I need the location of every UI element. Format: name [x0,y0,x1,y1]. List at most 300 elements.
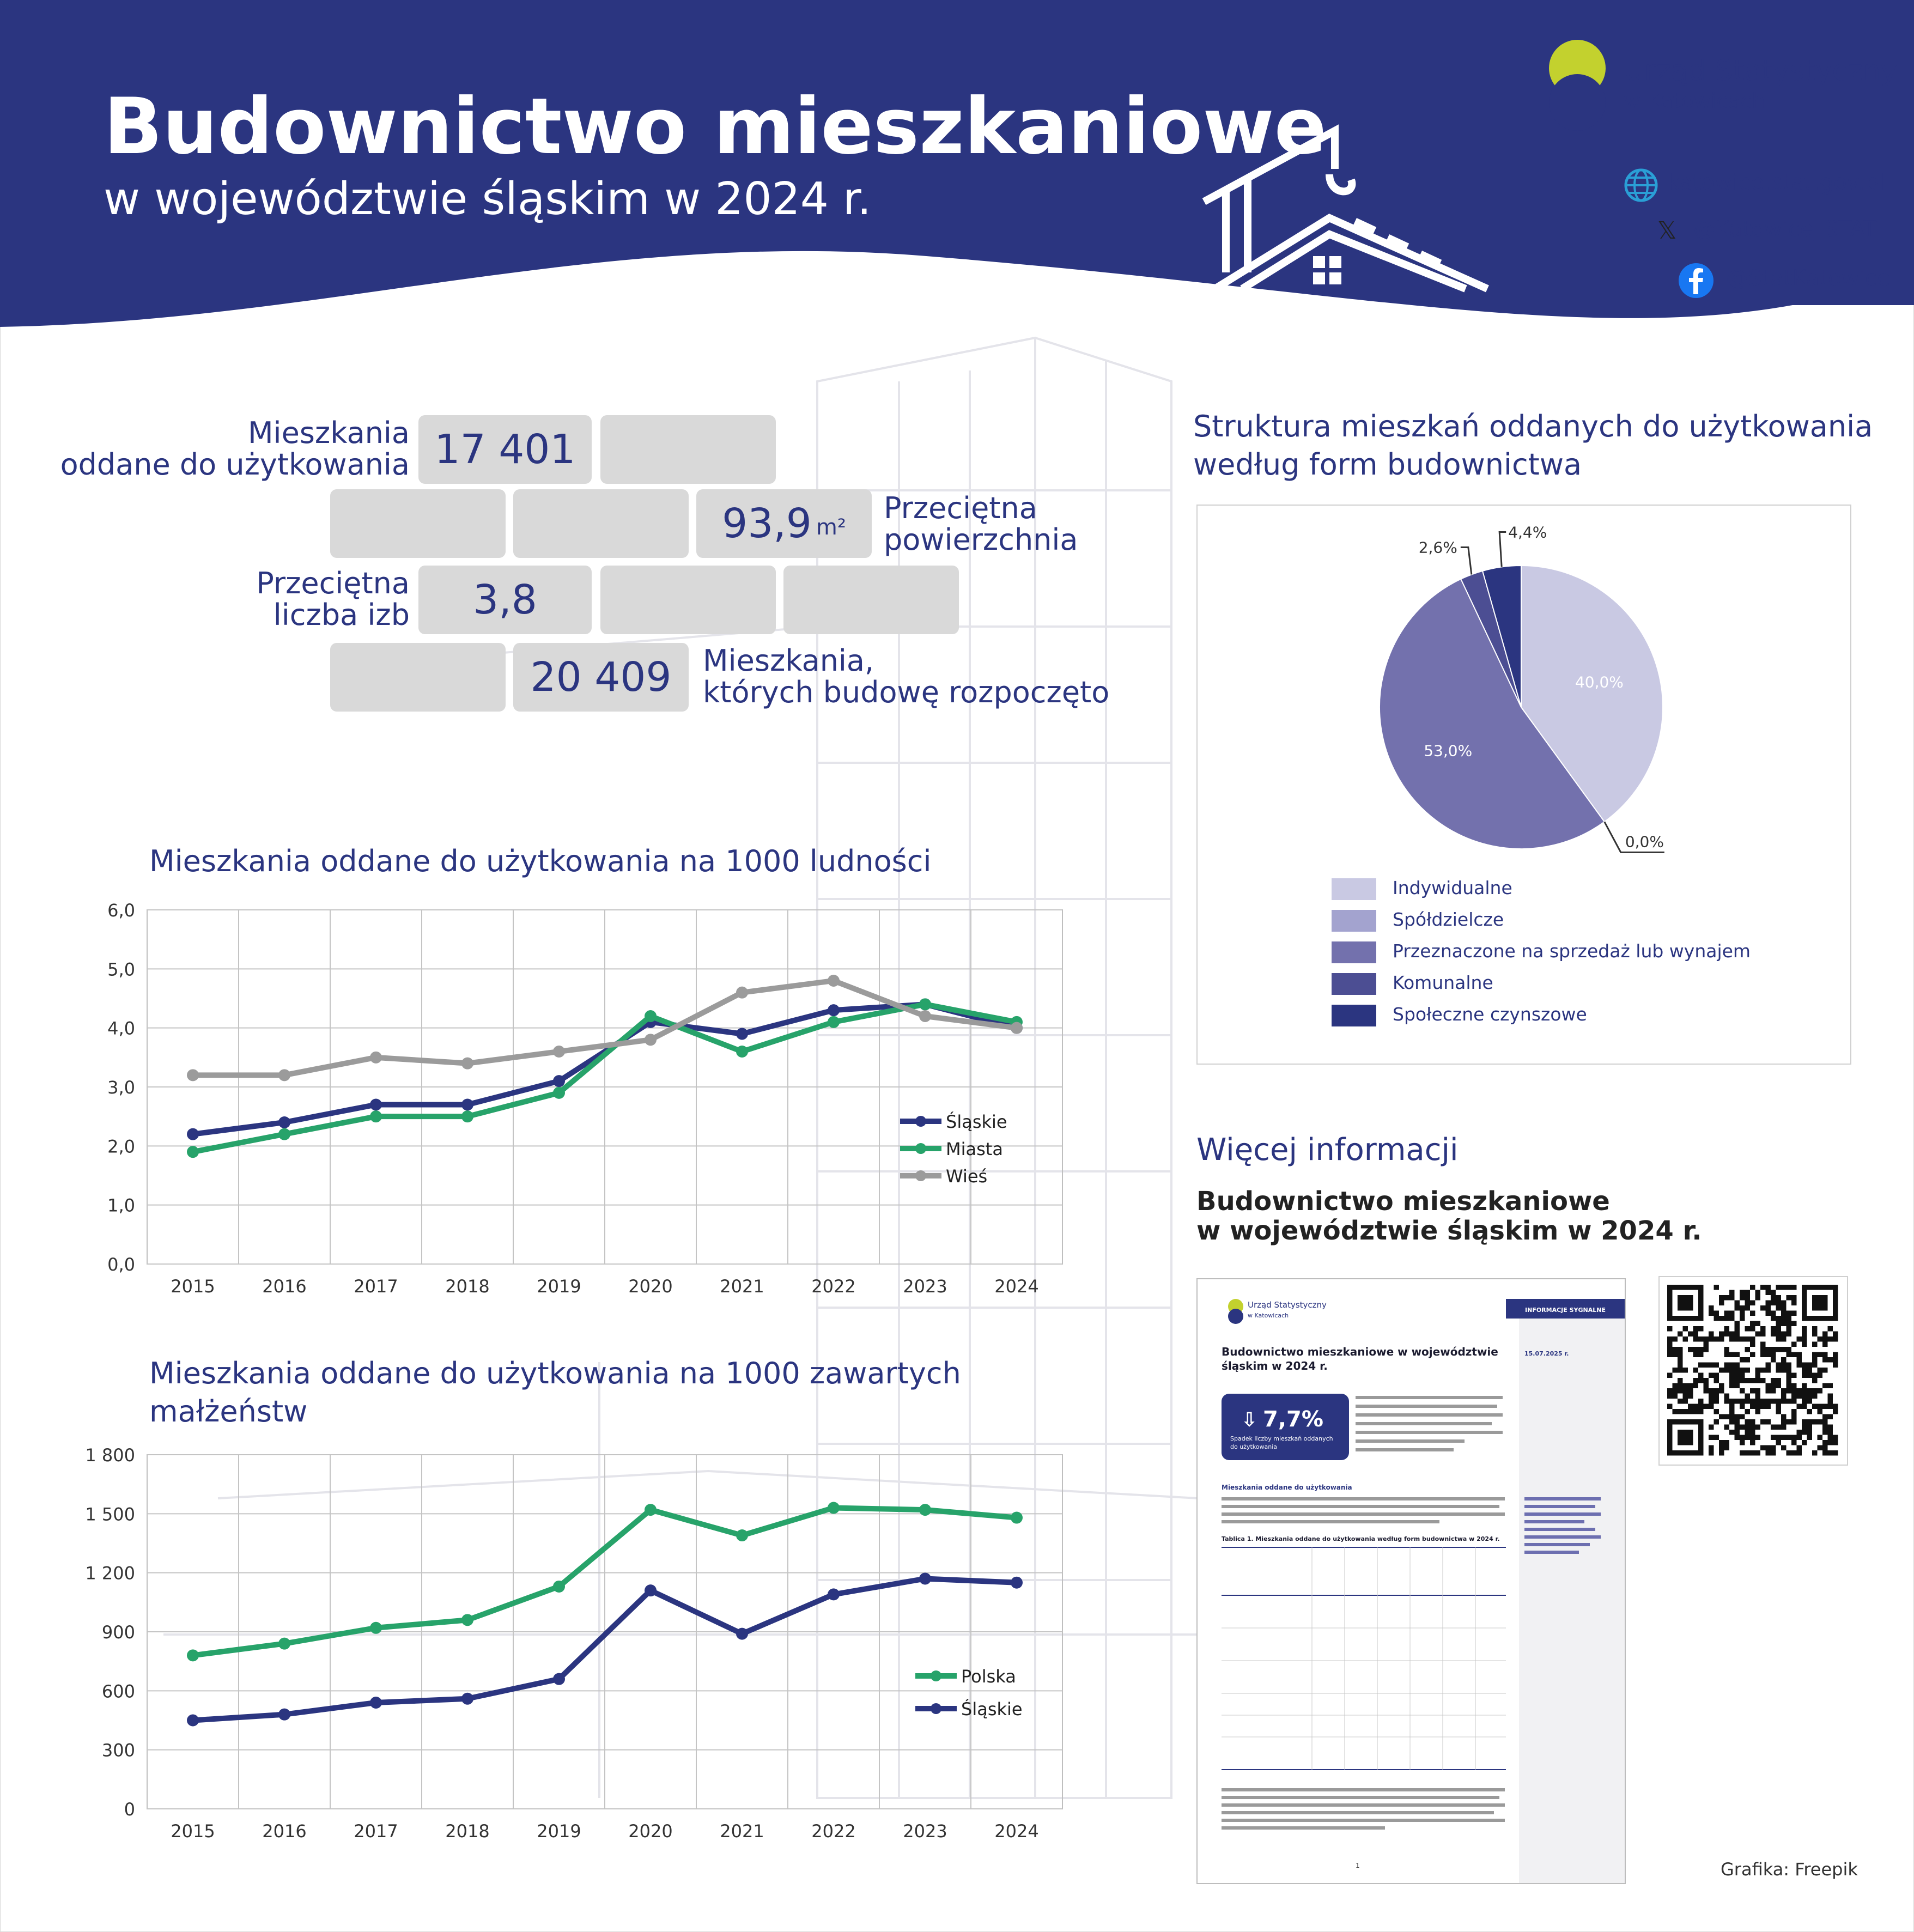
data-point [828,1016,840,1028]
qr-module [1760,1378,1766,1383]
qr-module [1740,1357,1745,1363]
data-point [278,1128,290,1140]
qr-module [1802,1363,1807,1368]
qr-module [1704,1388,1709,1394]
qr-module [1688,1394,1693,1399]
data-point [919,1573,931,1585]
qr-module [1750,1301,1755,1306]
qr-module [1709,1450,1714,1456]
qr-module [1709,1363,1714,1368]
legend-marker [915,1170,926,1181]
qr-module [1776,1347,1782,1352]
legend-label: Wieś [946,1166,988,1187]
data-point [919,1504,931,1516]
qr-module [1776,1363,1782,1368]
data-point [736,1046,748,1058]
dwellings-completed-label: Mieszkania oddane do użytkowania [60,416,410,482]
qr-module [1781,1445,1787,1451]
data-point [919,998,931,1010]
qr-module [1807,1435,1813,1441]
twitter-link[interactable]: @Katowice_STAT [1693,217,1877,242]
qr-module [1698,1363,1704,1368]
data-point [187,1069,199,1081]
qr-module [1683,1388,1688,1394]
qr-module [1667,1352,1673,1358]
qr-module [1698,1326,1704,1332]
qr-module [1693,1383,1699,1389]
qr-module [1719,1383,1724,1389]
qr-module [1724,1425,1730,1430]
qr-module [1688,1409,1693,1414]
qr-module [1719,1316,1724,1321]
qr-module [1833,1435,1838,1441]
publication-title[interactable]: Budownictwo mieszkaniowe w województwie śląskim w 2024 r. [1196,1186,1702,1246]
qr-module [1750,1425,1755,1430]
qr-module [1709,1336,1714,1342]
qr-module [1745,1326,1751,1332]
qr-module [1683,1326,1688,1332]
pie-legend-swatch [1332,910,1376,932]
qr-module [1724,1332,1730,1337]
qr-module [1688,1388,1693,1394]
avg-area-label: Przeciętna powierzchnia [884,491,1078,557]
qr-module [1781,1363,1787,1368]
qr-module [1828,1425,1833,1430]
qr-module [1745,1295,1751,1301]
qr-module [1791,1435,1797,1441]
legend-label: Polska [961,1666,1016,1687]
qr-module [1760,1342,1766,1347]
qr-module [1735,1336,1740,1342]
logo-name: Urząd Statystyczny [1624,54,1898,87]
qr-module [1812,1326,1818,1332]
x-tick-label: 2022 [811,1821,856,1842]
pie-legend-label: Przeznaczone na sprzedaż lub wynajem [1393,940,1751,962]
qr-module [1822,1368,1828,1373]
qr-module [1724,1352,1730,1358]
pie-leader-line [1461,547,1472,574]
qr-module [1714,1378,1719,1383]
qr-module [1755,1368,1761,1373]
qr-module [1755,1290,1761,1296]
qr-module [1766,1311,1771,1316]
qr-module [1735,1399,1740,1404]
qr-module [1807,1425,1813,1430]
qr-module [1760,1347,1766,1352]
preview-date: 15.07.2025 r. [1524,1350,1569,1357]
qr-module [1822,1404,1828,1409]
preview-highlight-caption-2: do użytkowania [1230,1443,1277,1450]
data-point [736,1028,748,1040]
qr-module [1822,1430,1828,1435]
qr-module [1698,1409,1704,1414]
qr-module [1802,1404,1807,1409]
y-tick-label: 300 [101,1740,135,1761]
qr-module [1693,1326,1699,1332]
qr-module [1724,1394,1730,1399]
qr-module [1766,1285,1771,1290]
qr-module [1822,1342,1828,1347]
pie-label: 53,0% [1424,742,1473,760]
data-point [461,1614,473,1626]
qr-module [1729,1336,1735,1342]
qr-module [1822,1332,1828,1337]
y-tick-label: 4,0 [107,1018,135,1039]
qr-module [1818,1445,1823,1451]
qr-module [1729,1290,1735,1296]
qr-module [1740,1316,1745,1321]
data-point [919,1010,931,1022]
qr-module [1818,1352,1823,1358]
qr-module [1791,1301,1797,1306]
qr-module [1802,1336,1807,1342]
qr-module [1745,1409,1751,1414]
legend-marker [931,1703,941,1714]
qr-module [1807,1409,1813,1414]
qr-finder [1678,1430,1693,1445]
x-tick-label: 2019 [537,1276,581,1297]
qr-module [1740,1388,1745,1394]
data-point [278,1116,290,1128]
qr-module [1678,1332,1683,1337]
qr-module [1791,1388,1797,1394]
qr-module [1766,1347,1771,1352]
qr-module [1812,1404,1818,1409]
qr-module [1833,1336,1838,1342]
qr-module [1709,1305,1714,1311]
qr-module [1828,1440,1833,1445]
qr-module [1766,1399,1771,1404]
qr-module [1787,1285,1792,1290]
qr-module [1735,1368,1740,1373]
qr-module [1673,1388,1678,1394]
qr-module [1802,1342,1807,1347]
qr-module [1693,1347,1699,1352]
qr-module [1714,1388,1719,1394]
qr-module [1709,1445,1714,1451]
qr-module [1745,1394,1751,1399]
qr-module [1673,1409,1678,1414]
qr-module [1698,1378,1704,1383]
qr-module [1740,1368,1745,1373]
globe-icon [1624,168,1658,203]
data-point [461,1099,473,1111]
qr-module [1771,1383,1776,1389]
qr-module [1807,1419,1813,1425]
qr-module [1724,1368,1730,1373]
qr-module [1776,1332,1782,1337]
y-tick-label: 1 800 [85,1445,135,1466]
qr-module [1822,1425,1828,1430]
brick [330,489,506,558]
qr-module [1745,1368,1751,1373]
qr-module [1818,1388,1823,1394]
qr-module [1781,1419,1787,1425]
qr-module [1787,1435,1792,1441]
qr-module [1678,1347,1683,1352]
qr-module [1787,1363,1792,1368]
qr-module [1719,1295,1724,1301]
qr-module [1760,1368,1766,1373]
data-point [187,1146,199,1158]
qr-module [1683,1409,1688,1414]
qr-module [1818,1368,1823,1373]
qr-module [1740,1378,1745,1383]
qr-module [1688,1383,1693,1389]
y-tick-label: 900 [101,1622,135,1643]
avg-area-value: 93,9 m² [696,489,872,558]
qr-module [1771,1378,1776,1383]
x-tick-label: 2015 [171,1821,215,1842]
qr-module [1787,1388,1792,1394]
qr-module [1709,1399,1714,1404]
qr-module [1714,1285,1719,1290]
qr-module [1714,1363,1719,1368]
qr-module [1678,1378,1683,1383]
data-point [1011,1022,1023,1034]
qr-module [1822,1414,1828,1420]
qr-module [1750,1388,1755,1394]
data-point [187,1715,199,1727]
construction-house-icon [1193,109,1498,305]
qr-module [1693,1409,1699,1414]
qr-module [1787,1311,1792,1316]
data-point [187,1649,199,1661]
qr-module [1776,1378,1782,1383]
qr-module [1714,1435,1719,1441]
qr-module [1698,1399,1704,1404]
qr-module [1667,1342,1673,1347]
qr-module [1787,1419,1792,1425]
qr-module [1740,1414,1745,1420]
qr-module [1750,1285,1755,1290]
qr-module [1740,1311,1745,1316]
qr-module [1818,1373,1823,1378]
qr-module [1735,1352,1740,1358]
qr-module [1781,1435,1787,1441]
qr-module [1714,1336,1719,1342]
data-point [461,1110,473,1122]
qr-module [1745,1378,1751,1383]
qr-module [1667,1404,1673,1409]
facebook-link[interactable]: @StatKatowice [1726,266,1891,291]
x-icon: 𝕏 [1657,217,1677,245]
qr-module [1812,1388,1818,1394]
qr-module [1828,1404,1833,1409]
qr-module [1828,1414,1833,1420]
qr-module [1771,1399,1776,1404]
image-credit: Grafika: Freepik [1721,1859,1858,1880]
qr-module [1673,1336,1678,1342]
x-tick-label: 2017 [354,1821,398,1842]
qr-module [1755,1332,1761,1337]
qr-module [1802,1394,1807,1399]
qr-module [1729,1368,1735,1373]
qr-module [1781,1357,1787,1363]
qr-module [1791,1352,1797,1358]
chart2-plot [82,1438,1079,1852]
qr-module [1802,1373,1807,1378]
qr-module [1760,1285,1766,1290]
qr-module [1771,1332,1776,1337]
pie-label: 40,0% [1575,673,1624,691]
qr-module [1719,1388,1724,1394]
qr-module [1776,1316,1782,1321]
qr-module [1724,1316,1730,1321]
qr-module [1745,1347,1751,1352]
qr-module [1735,1332,1740,1337]
qr-module [1791,1383,1797,1389]
qr-module [1709,1332,1714,1337]
qr-module [1698,1347,1704,1352]
brick [600,415,776,484]
qr-module [1802,1440,1807,1445]
qr-module [1787,1326,1792,1332]
qr-module [1714,1394,1719,1399]
qr-module [1724,1311,1730,1316]
qr-module [1781,1305,1787,1311]
qr-module [1771,1326,1776,1332]
chart1-title: Mieszkania oddane do użytkowania na 1000 ludności [149,844,932,878]
qr-module [1735,1373,1740,1378]
preview-page-number: 1 [1356,1862,1360,1869]
dwellings-started-label: Mieszkania, których budowę rozpoczęto [703,643,1110,709]
qr-module [1704,1363,1709,1368]
qr-module [1766,1383,1771,1389]
qr-module [1807,1394,1813,1399]
qr-module [1766,1368,1771,1373]
data-point [370,1622,382,1634]
qr-module [1693,1404,1699,1409]
qr-module [1822,1336,1828,1342]
y-tick-label: 0 [124,1799,135,1820]
qr-module [1766,1363,1771,1368]
data-point [278,1069,290,1081]
qr-module [1673,1383,1678,1389]
qr-module [1693,1332,1699,1337]
x-tick-label: 2016 [262,1276,307,1297]
qr-module [1729,1363,1735,1368]
qr-module [1818,1404,1823,1409]
qr-module [1683,1383,1688,1389]
qr-module [1719,1368,1724,1373]
qr-module [1740,1440,1745,1445]
qr-module [1745,1305,1751,1311]
pie-label: 0,0% [1625,833,1664,851]
qr-module [1822,1352,1828,1358]
qr-module [1766,1419,1771,1425]
qr-module [1735,1435,1740,1441]
qr-module [1833,1440,1838,1445]
data-point [828,1502,840,1514]
qr-module [1698,1336,1704,1342]
qr-module [1787,1321,1792,1327]
qr-module [1771,1316,1776,1321]
qr-module [1724,1440,1730,1445]
qr-module [1745,1430,1751,1435]
qr-module [1828,1399,1833,1404]
preview-title-2: śląskim w 2024 r. [1222,1359,1328,1372]
qr-module [1797,1450,1802,1456]
qr-module [1698,1352,1704,1358]
data-point [645,1034,657,1046]
qr-module [1755,1409,1761,1414]
qr-module [1791,1450,1797,1456]
qr-module [1828,1430,1833,1435]
qr-module [1750,1450,1755,1456]
preview-highlight-value: 7,7% [1263,1407,1323,1432]
qr-module [1755,1388,1761,1394]
qr-module [1812,1332,1818,1337]
qr-module [1781,1347,1787,1352]
data-point [553,1046,565,1058]
x-tick-label: 2021 [720,1821,764,1842]
qr-module [1709,1394,1714,1399]
qr-module [1678,1363,1683,1368]
qr-module [1797,1404,1802,1409]
qr-module [1673,1368,1678,1373]
qr-module [1729,1404,1735,1409]
qr-module [1755,1295,1761,1301]
qr-module [1735,1383,1740,1389]
qr-module [1760,1445,1766,1451]
qr-module [1745,1399,1751,1404]
qr-module [1724,1295,1730,1301]
qr-module [1776,1336,1782,1342]
qr-module [1812,1357,1818,1363]
qr-module [1771,1301,1776,1306]
qr-module [1678,1399,1683,1404]
qr-module [1802,1430,1807,1435]
qr-module [1802,1388,1807,1394]
qr-module [1735,1430,1740,1435]
qr-module [1740,1336,1745,1342]
data-point [553,1581,565,1593]
qr-module [1704,1342,1709,1347]
qr-module [1760,1404,1766,1409]
qr-module [1818,1435,1823,1441]
website-link[interactable]: katowice.stat.gov.pl [1667,170,1885,195]
y-tick-label: 5,0 [107,959,135,980]
qr-module [1776,1326,1782,1332]
qr-module [1822,1383,1828,1389]
qr-module [1719,1450,1724,1456]
qr-module [1807,1373,1813,1378]
qr-module [1787,1450,1792,1456]
publication-preview[interactable] [1196,1278,1626,1884]
qr-module [1729,1430,1735,1435]
qr-module [1760,1419,1766,1425]
qr-module [1771,1357,1776,1363]
qr-module [1797,1363,1802,1368]
qr-module [1771,1347,1776,1352]
qr-code-box[interactable] [1658,1276,1848,1466]
pie-label: 4,4% [1508,523,1547,542]
qr-module [1807,1363,1813,1368]
y-tick-label: 1,0 [107,1195,135,1216]
qr-module [1683,1399,1688,1404]
qr-module [1709,1388,1714,1394]
x-tick-label: 2023 [903,1821,947,1842]
x-tick-label: 2018 [445,1276,490,1297]
qr-module [1828,1357,1833,1363]
data-point [645,1010,657,1022]
qr-module [1812,1394,1818,1399]
qr-module [1740,1450,1745,1456]
legend-label: Śląskie [946,1111,1007,1132]
qr-module [1719,1301,1724,1306]
qr-module [1760,1399,1766,1404]
